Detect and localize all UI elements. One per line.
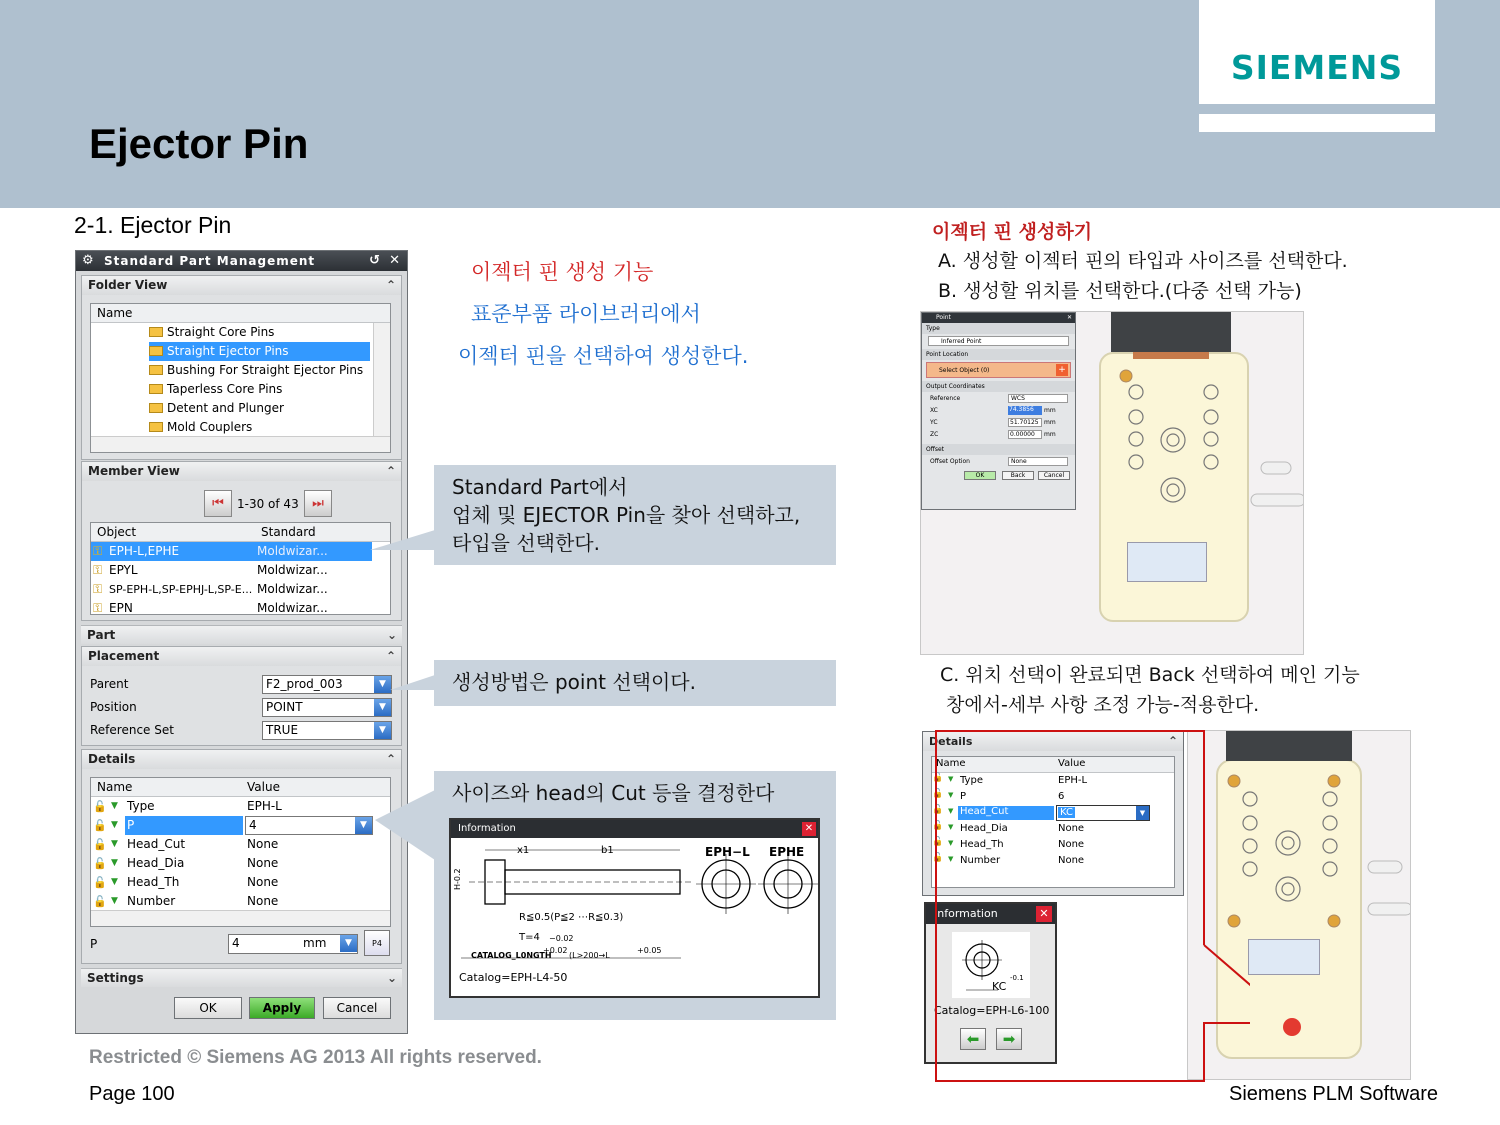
callout-1-line-3: 타입을 선택한다. bbox=[452, 531, 600, 555]
highlight-connector bbox=[1204, 945, 1250, 1015]
offset-option-select[interactable]: None bbox=[1008, 457, 1068, 466]
point-cancel-button[interactable]: Cancel bbox=[1038, 471, 1070, 480]
label-h: H-0.2 bbox=[453, 868, 462, 890]
label-t-tol: −0.02 bbox=[549, 934, 574, 943]
p-label: P bbox=[90, 937, 98, 951]
type-select[interactable]: Inferred Point bbox=[928, 336, 1069, 346]
folder-view-group bbox=[81, 275, 402, 460]
close-icon[interactable]: ✕ bbox=[1066, 314, 1072, 321]
member-view-group bbox=[81, 461, 402, 621]
p-value-select[interactable] bbox=[245, 816, 373, 835]
yc-unit: mm bbox=[1044, 419, 1056, 426]
details-hscrollbar[interactable] bbox=[91, 910, 390, 926]
logo-strip bbox=[1199, 114, 1435, 132]
settings-header[interactable] bbox=[81, 968, 402, 987]
object-row-eph-l[interactable] bbox=[91, 542, 372, 561]
object-row-epn[interactable] bbox=[91, 599, 390, 618]
lock-icon: 🔓 bbox=[93, 819, 107, 832]
placement-label: Placement bbox=[88, 649, 160, 663]
xc-unit: mm bbox=[1044, 407, 1056, 414]
chevron-up-icon[interactable]: ⌃ bbox=[1167, 734, 1178, 748]
lock-icon: 🔓 bbox=[932, 821, 944, 831]
offset-row bbox=[922, 455, 1075, 469]
name-column-header[interactable]: Name bbox=[936, 758, 966, 769]
folder-list bbox=[91, 323, 390, 437]
position-label: Position bbox=[90, 700, 137, 714]
plus-icon[interactable]: + bbox=[1056, 364, 1068, 376]
detail-row-head-cut[interactable] bbox=[91, 835, 390, 854]
xc-input[interactable]: 74.3856 bbox=[1008, 406, 1042, 415]
folder-item-straight-ejector-pins[interactable] bbox=[149, 342, 370, 361]
paging-label: 1-30 of 43 bbox=[237, 497, 299, 511]
object-list-header bbox=[91, 523, 390, 542]
detail-name: P bbox=[125, 816, 243, 835]
point-dialog bbox=[921, 312, 1076, 510]
value-column-header[interactable]: Value bbox=[1058, 758, 1086, 769]
yc-label: YC bbox=[930, 419, 938, 426]
pointer-2 bbox=[390, 675, 435, 690]
p4-icon[interactable]: P4 bbox=[364, 930, 390, 956]
chevron-up-icon[interactable]: ⌃ bbox=[385, 649, 396, 663]
zc-unit: mm bbox=[1044, 431, 1056, 438]
highlight-overlay bbox=[930, 725, 1250, 1085]
dropdown-arrow-icon[interactable]: ▼ bbox=[374, 722, 391, 739]
object-name: SP-EPH-L,SP-EPHJ-L,SP-E... bbox=[109, 583, 253, 596]
label-catalog-tol: +0.02 bbox=[543, 946, 568, 955]
folder-label: Detent and Plunger bbox=[167, 401, 284, 415]
info-small-title: Information bbox=[934, 907, 998, 920]
highlight-box-upper bbox=[936, 731, 1204, 945]
object-list bbox=[90, 522, 391, 615]
callout-point bbox=[434, 660, 836, 706]
step-b: B. 생성할 위치를 선택한다.(다중 선택 가능) bbox=[938, 280, 1302, 302]
steps-heading: 이젝터 핀 생성하기 bbox=[932, 221, 1093, 243]
detail-value: None bbox=[247, 837, 279, 851]
triangle-icon: ▼ bbox=[111, 858, 118, 868]
offset-option-label: Offset Option bbox=[930, 458, 970, 465]
folder-icon bbox=[149, 346, 163, 356]
coords-grid bbox=[922, 392, 1075, 444]
cancel-button[interactable]: Cancel bbox=[323, 997, 391, 1019]
detail-row-p[interactable] bbox=[91, 816, 390, 835]
reset-icon[interactable]: ↺ bbox=[369, 253, 381, 268]
label-x1: x1 bbox=[517, 845, 530, 856]
detail-name: Head_Cut bbox=[958, 806, 1054, 820]
object-row-epyl[interactable] bbox=[91, 561, 390, 580]
object-standard: Moldwizar... bbox=[257, 582, 328, 596]
information-window bbox=[449, 818, 820, 998]
details-label: Details bbox=[88, 752, 136, 766]
info-caption: Catalog=EPH-L4-50 bbox=[459, 971, 568, 984]
point-dialog-buttons bbox=[922, 469, 1075, 483]
footer-brand: Siemens PLM Software bbox=[1229, 1083, 1438, 1105]
section-subtitle: 2-1. Ejector Pin bbox=[74, 212, 232, 238]
p-input-value: 4 bbox=[232, 936, 240, 950]
label-t: T=4 bbox=[519, 932, 540, 943]
detail-name: P bbox=[960, 791, 967, 802]
settings-label: Settings bbox=[87, 971, 144, 985]
object-standard: Moldwizar... bbox=[257, 601, 328, 615]
type-section[interactable]: Type bbox=[922, 323, 1075, 334]
step-c-line-1: C. 위치 선택이 완료되면 Back 선택하여 메인 기능 bbox=[940, 664, 1360, 686]
dropdown-arrow-icon[interactable]: ▼ bbox=[1136, 806, 1149, 820]
name-column-header[interactable]: Name bbox=[91, 304, 390, 323]
details-small-title: Details bbox=[929, 735, 973, 748]
point-selection-screenshot bbox=[920, 311, 1304, 655]
detail-value: EPH-L bbox=[1058, 775, 1088, 786]
chevron-down-icon[interactable]: ⌄ bbox=[386, 628, 397, 642]
standard-column-header[interactable]: Standard bbox=[261, 525, 316, 539]
triangle-icon: ▼ bbox=[948, 823, 954, 831]
lock-icon: 🔓 bbox=[93, 876, 107, 889]
callout-1-line-2: 업체 및 EJECTOR Pin을 찾아 선택하고, bbox=[452, 503, 801, 527]
close-icon[interactable]: ✕ bbox=[389, 253, 401, 268]
detail-value: None bbox=[247, 856, 279, 870]
folder-tree bbox=[90, 303, 391, 453]
highlight-box-lower bbox=[936, 915, 1250, 1081]
lock-icon: 🔓 bbox=[932, 805, 944, 815]
part-icon: ⚿ bbox=[93, 544, 103, 558]
footer-restricted: Restricted © Siemens AG 2013 All rights reserved. bbox=[89, 1047, 542, 1068]
chevron-up-icon[interactable]: ⌃ bbox=[385, 752, 396, 766]
select-object-label: Select Object (0) bbox=[939, 367, 990, 374]
detail-value: None bbox=[1058, 855, 1085, 866]
detail-value: 6 bbox=[1058, 791, 1065, 802]
xc-label: XC bbox=[930, 407, 938, 414]
detail-value: EPH-L bbox=[247, 799, 282, 813]
folder-label: Straight Ejector Pins bbox=[167, 344, 289, 358]
detail-value: None bbox=[1058, 839, 1085, 850]
callout-3-text: 사이즈와 head의 Cut 등을 결정한다 bbox=[452, 781, 775, 805]
label-range: (L>200→L bbox=[569, 951, 610, 960]
triangle-icon: ▼ bbox=[111, 801, 118, 811]
label-eph-l: EPH−L bbox=[705, 845, 750, 859]
lock-icon: 🔓 bbox=[932, 773, 944, 783]
detail-value: None bbox=[1058, 823, 1085, 834]
member-view-label: Member View bbox=[88, 464, 180, 478]
p-input[interactable] bbox=[228, 934, 358, 954]
lock-icon: 🔓 bbox=[93, 838, 107, 851]
yc-input[interactable]: 51.70125 bbox=[1008, 418, 1042, 427]
chevron-up-icon[interactable]: ⌃ bbox=[385, 464, 396, 478]
point-ok-button[interactable]: OK bbox=[964, 471, 996, 480]
zc-input[interactable]: 0.00000 bbox=[1008, 430, 1042, 439]
member-view-header[interactable] bbox=[82, 462, 401, 481]
folder-label: Taperless Core Pins bbox=[167, 382, 283, 396]
folder-icon bbox=[149, 327, 163, 337]
zc-label: ZC bbox=[930, 431, 939, 438]
folder-label: Bushing For Straight Ejector Pins bbox=[167, 363, 364, 377]
point-dialog-titlebar bbox=[922, 313, 1075, 323]
detail-name: Number bbox=[960, 855, 1001, 866]
part-icon: ⚿ bbox=[93, 601, 103, 615]
point-dialog-title: Point bbox=[936, 314, 951, 321]
label-b1: b1 bbox=[601, 845, 614, 856]
offset-section[interactable]: Offset bbox=[922, 444, 1075, 455]
detail-value: None bbox=[247, 875, 279, 889]
dropdown-arrow-icon[interactable]: ▼ bbox=[340, 935, 357, 952]
triangle-icon: ▼ bbox=[948, 807, 954, 815]
prev-page-button[interactable]: ⏮ bbox=[204, 490, 232, 517]
position-value: POINT bbox=[266, 700, 303, 714]
detail-name: Head_Cut bbox=[127, 837, 186, 851]
object-standard: Moldwizar... bbox=[257, 544, 328, 558]
point-location-section[interactable]: Point Location bbox=[922, 349, 1075, 360]
object-name: EPYL bbox=[109, 563, 138, 577]
triangle-icon: ▼ bbox=[111, 896, 118, 906]
part-header[interactable] bbox=[81, 625, 402, 644]
triangle-icon: ▼ bbox=[111, 877, 118, 887]
detail-name: Type bbox=[127, 799, 155, 813]
siemens-logo: SIEMENS bbox=[1230, 48, 1404, 87]
lock-icon: 🔓 bbox=[93, 800, 107, 813]
detail-value: 4 bbox=[249, 818, 257, 832]
kc-tolerance: -0.1 bbox=[1010, 974, 1024, 982]
forward-arrow-button[interactable]: ➡ bbox=[996, 1028, 1022, 1050]
folder-item-detent-plunger[interactable] bbox=[149, 399, 390, 418]
parent-value: F2_prod_003 bbox=[266, 677, 343, 691]
dropdown-arrow-icon[interactable]: ▼ bbox=[374, 676, 391, 693]
folder-label: Straight Core Pins bbox=[167, 325, 275, 339]
detail-name: Head_Th bbox=[960, 839, 1004, 850]
reference-set-label: Reference Set bbox=[90, 723, 174, 737]
info-title: Information bbox=[458, 823, 516, 834]
detail-row-head-dia[interactable] bbox=[91, 854, 390, 873]
dialog-title: Standard Part Management bbox=[104, 254, 316, 268]
chevron-up-icon[interactable]: ⌃ bbox=[385, 278, 396, 292]
object-standard: Moldwizar... bbox=[257, 563, 328, 577]
details-group bbox=[81, 749, 402, 964]
label-catalog-length: CATALOG_L0NGTH bbox=[471, 951, 552, 960]
object-column-header[interactable]: Object bbox=[97, 525, 137, 539]
pointer-1 bbox=[370, 530, 435, 550]
name-column-header[interactable]: Name bbox=[97, 780, 133, 794]
close-icon[interactable]: ✕ bbox=[1036, 906, 1052, 922]
detail-value: None bbox=[247, 894, 279, 908]
folder-view-label: Folder View bbox=[88, 278, 168, 292]
point-back-button[interactable]: Back bbox=[1002, 471, 1034, 480]
chevron-down-icon[interactable]: ⌄ bbox=[386, 971, 397, 985]
folder-label: Mold Couplers bbox=[167, 420, 253, 434]
back-arrow-button[interactable]: ⬅ bbox=[960, 1028, 986, 1050]
folder-item-mold-couplers[interactable] bbox=[149, 418, 390, 437]
triangle-icon: ▼ bbox=[111, 839, 118, 849]
detail-row-head-th[interactable] bbox=[91, 873, 390, 892]
folder-icon bbox=[149, 365, 163, 375]
dialog-titlebar bbox=[76, 251, 407, 271]
triangle-icon: ▼ bbox=[948, 839, 954, 847]
info-titlebar bbox=[451, 820, 818, 838]
gear-icon[interactable]: ⚙ bbox=[82, 253, 95, 268]
triangle-icon: ▼ bbox=[948, 775, 954, 783]
lock-icon: 🔓 bbox=[93, 857, 107, 870]
p-unit: mm bbox=[303, 936, 327, 950]
reference-select[interactable]: WCS bbox=[1008, 394, 1068, 403]
object-name: EPH-L,EPHE bbox=[109, 544, 180, 558]
detail-name: Head_Dia bbox=[127, 856, 185, 870]
callout-1-line-1: Standard Part에서 bbox=[452, 475, 628, 499]
triangle-icon: ▼ bbox=[948, 791, 954, 799]
placement-header[interactable] bbox=[82, 647, 401, 666]
object-name: EPN bbox=[109, 601, 133, 615]
apply-button[interactable]: Apply bbox=[249, 997, 315, 1019]
details-table bbox=[90, 777, 391, 927]
folder-view-header[interactable] bbox=[82, 276, 401, 295]
footer-page-number: Page 100 bbox=[89, 1083, 175, 1105]
part-icon: ⚿ bbox=[93, 563, 103, 577]
triangle-icon: ▼ bbox=[111, 820, 118, 830]
ok-button[interactable]: OK bbox=[174, 997, 242, 1019]
intro-line-1: 이젝터 핀 생성 기능 bbox=[471, 260, 654, 284]
pointer-3 bbox=[375, 790, 435, 860]
lock-icon: 🔓 bbox=[932, 853, 944, 863]
kc-label: KC bbox=[992, 980, 1007, 993]
lock-icon: 🔓 bbox=[93, 895, 107, 908]
detail-name: Number bbox=[127, 894, 176, 908]
detail-row-number[interactable] bbox=[91, 892, 390, 911]
details-table-header bbox=[91, 778, 390, 797]
label-range-tol: +0.05 bbox=[637, 946, 662, 955]
callout-standard-part bbox=[434, 465, 836, 565]
detail-name: Head_Dia bbox=[960, 823, 1008, 834]
folder-item-straight-core-pins[interactable] bbox=[149, 323, 390, 342]
intro-line-2: 표준부품 라이브러리에서 bbox=[471, 302, 701, 326]
parent-label: Parent bbox=[90, 677, 129, 691]
value-column-header[interactable]: Value bbox=[247, 780, 280, 794]
folder-icon bbox=[149, 403, 163, 413]
output-coords-section[interactable]: Output Coordinates bbox=[922, 381, 1075, 392]
step-c-line-2: 창에서-세부 사항 조정 가능-적용한다. bbox=[946, 694, 1260, 716]
part-icon: ⚿ bbox=[93, 582, 103, 596]
dropdown-arrow-icon[interactable]: ▼ bbox=[374, 699, 391, 716]
placement-group bbox=[81, 646, 402, 746]
detail-row-type[interactable] bbox=[91, 797, 390, 816]
info-small-caption: Catalog=EPH-L6-100 bbox=[934, 1004, 1050, 1017]
reference-set-value: TRUE bbox=[266, 723, 299, 737]
close-icon[interactable]: ✕ bbox=[802, 822, 816, 836]
detail-name: Type bbox=[960, 775, 983, 786]
detail-value: KC bbox=[1060, 807, 1073, 818]
triangle-icon: ▼ bbox=[948, 855, 954, 863]
part-label: Part bbox=[87, 628, 116, 642]
lock-icon: 🔓 bbox=[932, 837, 944, 847]
folder-hscrollbar[interactable] bbox=[91, 436, 390, 452]
details-header[interactable] bbox=[82, 750, 401, 769]
folder-scrollbar[interactable] bbox=[373, 323, 390, 437]
select-object-row[interactable] bbox=[926, 362, 1071, 378]
label-r: R≦0.5(P≦2 ⋯R≦0.3) bbox=[519, 912, 624, 923]
folder-item-taperless-core-pins[interactable] bbox=[149, 380, 390, 399]
reference-label: Reference bbox=[930, 395, 961, 402]
callout-2-text: 생성방법은 point 선택이다. bbox=[452, 670, 696, 694]
page-title: Ejector Pin bbox=[89, 120, 309, 167]
step-a: A. 생성할 이젝터 핀의 타입과 사이즈를 선택한다. bbox=[938, 250, 1348, 272]
dropdown-arrow-icon[interactable]: ▼ bbox=[355, 817, 372, 834]
intro-line-3: 이젝터 핀을 선택하여 생성한다. bbox=[458, 344, 749, 368]
object-row-sp-eph[interactable] bbox=[91, 580, 390, 599]
standard-part-dialog bbox=[75, 250, 408, 1034]
detail-name: Head_Th bbox=[127, 875, 180, 889]
lock-icon: 🔓 bbox=[932, 789, 944, 799]
label-ephe: EPHE bbox=[769, 845, 805, 859]
next-page-button[interactable]: ⏭ bbox=[304, 490, 332, 517]
folder-icon bbox=[149, 384, 163, 394]
folder-icon bbox=[149, 422, 163, 432]
folder-item-bushing[interactable] bbox=[149, 361, 390, 380]
